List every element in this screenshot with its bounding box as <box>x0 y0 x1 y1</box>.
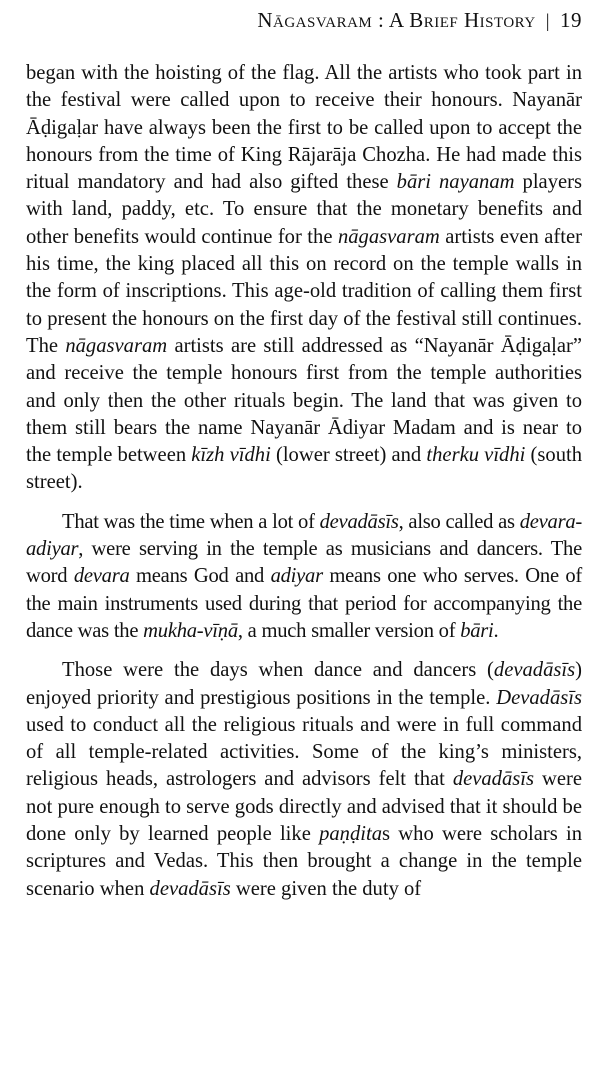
italic-term: therku vīdhi <box>426 444 526 467</box>
italic-term: Devadāsīs <box>496 686 582 709</box>
page-number: 19 <box>560 8 582 32</box>
text-run: (lower street) and <box>270 444 427 467</box>
text-run: , a much smaller version of <box>237 619 461 642</box>
text-run: ) enjoyed priority and prestigious positions in the temple. <box>26 659 582 709</box>
italic-term: kīzh vīdhi <box>191 444 271 467</box>
text-run: players with land, paddy, etc. To ensure that the monetary benefits and other benefits would continue for the <box>26 171 583 248</box>
italic-term: nāgasvaram <box>65 334 168 357</box>
italic-term: devadāsīs <box>319 510 399 533</box>
text-run: means God and <box>129 565 271 588</box>
paragraph <box>26 60 582 497</box>
running-header <box>257 8 582 33</box>
text-run: began with the hoisting of the flag. All the artists who took part in the festival were called upon to receive their honours. Nayanār Āḍigaḷar have always been the first to be called upon to accept the honours from the time of King Rājarāja Chozha. He had made this ritual mandatory and had also gifted these <box>26 62 582 194</box>
header-separator: | <box>545 11 550 32</box>
italic-term: bāri <box>460 619 494 642</box>
italic-term: mukha-vīṇā <box>143 619 238 642</box>
text-run: were not pure enough to serve gods directly and advised that it should be done only by learned people like <box>26 768 582 846</box>
text-run: were given the duty of <box>230 877 422 900</box>
italic-term: devara <box>73 565 130 588</box>
italic-term: devara-adiyar <box>26 510 583 561</box>
text-run: , also called as <box>398 510 520 533</box>
text-run: (south street). <box>26 444 583 494</box>
italic-term: devadāsīs <box>149 877 231 900</box>
body-text <box>26 60 582 915</box>
italic-term: adiyar <box>270 565 323 588</box>
italic-term: devadāsīs <box>452 768 535 791</box>
text-run: , were serving in the temple as musicians and dancers. The word <box>26 538 582 588</box>
text-run: means one who serves. One of the main instruments used during that period for accompanying the dance was the <box>26 565 582 642</box>
text-run: Those were the days when dance and dancers ( <box>62 659 494 682</box>
italic-term: devadāsīs <box>493 659 576 682</box>
italic-term: nāgasvaram <box>337 225 440 248</box>
paragraph <box>26 509 582 645</box>
italic-term: paṇḍita <box>319 823 383 846</box>
text-run: used to conduct all the religious rituals and were in full command of all temple-related activities. Some of the king’s ministers, religious heads, astrologers and advisors felt that <box>26 713 582 791</box>
text-run: artists are still addressed as “Nayanār Āḍigaḷar” and receive the temple honours first from the temple authorities and only then the other rituals begin. The land that was given to them still bears the name Nayanār Ādiyar Madam and is near to the temple between <box>26 334 582 467</box>
italic-term: bāri nayanam <box>396 171 515 194</box>
chapter-title: Nāgasvaram : A Brief History <box>257 8 536 32</box>
text-run: That was the time when a lot of <box>62 510 320 533</box>
paragraph <box>26 657 582 903</box>
text-run: . <box>493 619 499 642</box>
text-run: s who were scholars in scriptures and Vedas. This then brought a change in the temple scenario when <box>26 823 582 900</box>
text-run: artists even after his time, the king placed all this on record on the temple walls in the form of inscriptions. This age-old tradition of calling them first to present the honours on the first day of the festival still continues. The <box>26 225 583 357</box>
